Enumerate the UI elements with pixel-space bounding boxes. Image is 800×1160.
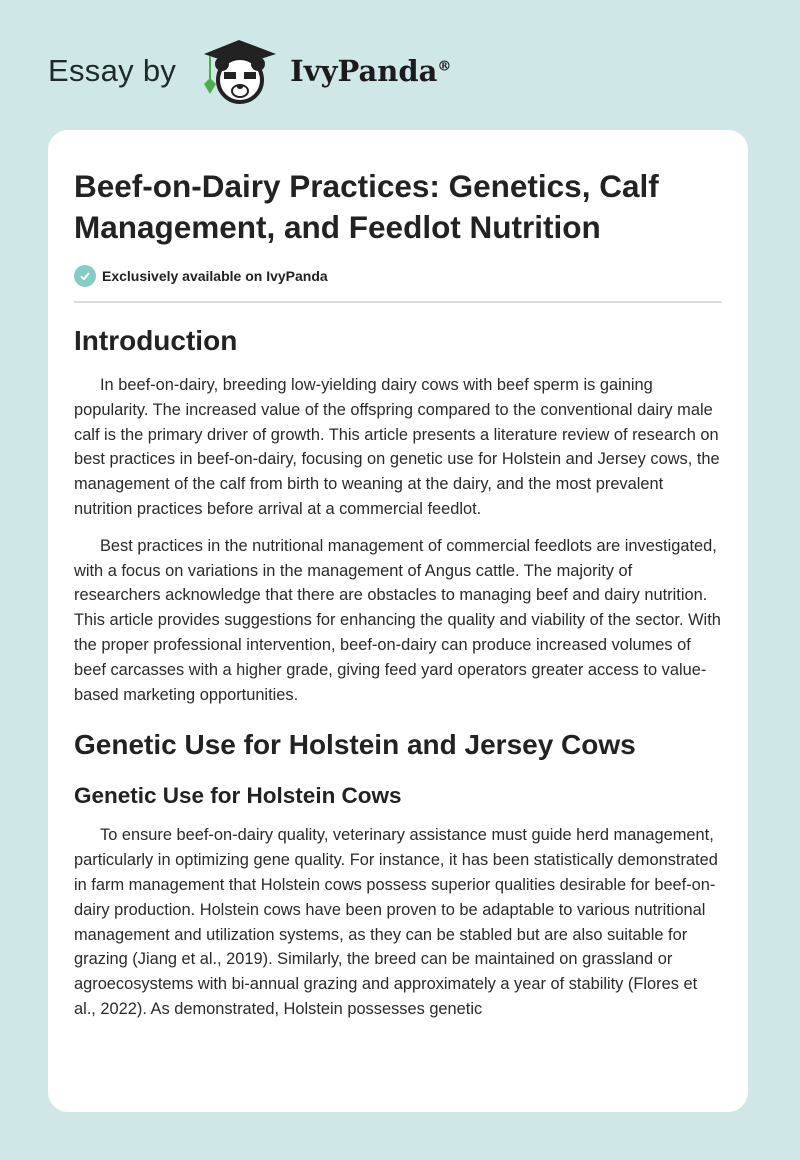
- essay-card: [48, 130, 748, 1112]
- intro-paragraph-2: Best practices in the nutritional management of commercial feedlots are investigated, with a focus on variations in the management of Angus cattle. The majority of researchers acknowledge that there are obstacles to managing beef and dairy nutrition. This article provides suggestions for enhancing the quality and viability of the sector. With the proper professional intervention, beef-on-dairy can produce increased volumes of beef carcasses with a higher grade, giving feed yard operators greater access to value-based marketing opportunities.: [74, 536, 721, 704]
- badge-text: Exclusively available on IvyPanda: [102, 268, 328, 284]
- site-header: [48, 36, 451, 106]
- section-heading-introduction: Introduction: [74, 325, 238, 356]
- section-heading-genetic-use: Genetic Use for Holstein and Jersey Cows: [74, 729, 636, 761]
- subsection-heading-holstein: Genetic Use for Holstein Cows: [74, 783, 402, 809]
- holstein-paragraph-1: To ensure beef-on-dairy quality, veterinary assistance must guide herd management, particularly in optimizing gene quality. For instance, it has been statistically demonstrated in farm management that Holstein cows possess superior qualities desirable for beef-on-dairy production. Holstein cows have been proven to be adaptable to various nutritional management and utilization systems, as they can be stabled but are also suitable for grazing (Jiang et al., 2019). Similarly, the breed can be maintained on grassland or agroecosystems with bi-annual grazing and approximately a year of stability (Flores et al., 2022). As demonstrated, Holstein possesses genetic: [74, 826, 718, 1018]
- page-title: Beef-on-Dairy Practices: Genetics, Calf Management, and Feedlot Nutrition: [74, 168, 659, 245]
- essay-by-label: Essay by: [48, 53, 177, 88]
- panda-logo-icon[interactable]: [194, 36, 284, 106]
- exclusive-badge: [74, 265, 722, 303]
- intro-paragraph-1: In beef-on-dairy, breeding low-yielding dairy cows with beef sperm is gaining popularity. The increased value of the offspring compared to the conventional dairy male calf is the primary driver of growth. This article presents a literature review of research on best practices in beef-on-dairy, focusing on genetic use for Holstein and Jersey cows, the management of the calf from birth to weaning at the dairy, and the most prevalent nutrition practices before arrival at a commercial feedlot.: [74, 376, 720, 518]
- check-icon: [74, 265, 96, 287]
- brand-name[interactable]: IvyPanda®: [290, 54, 452, 88]
